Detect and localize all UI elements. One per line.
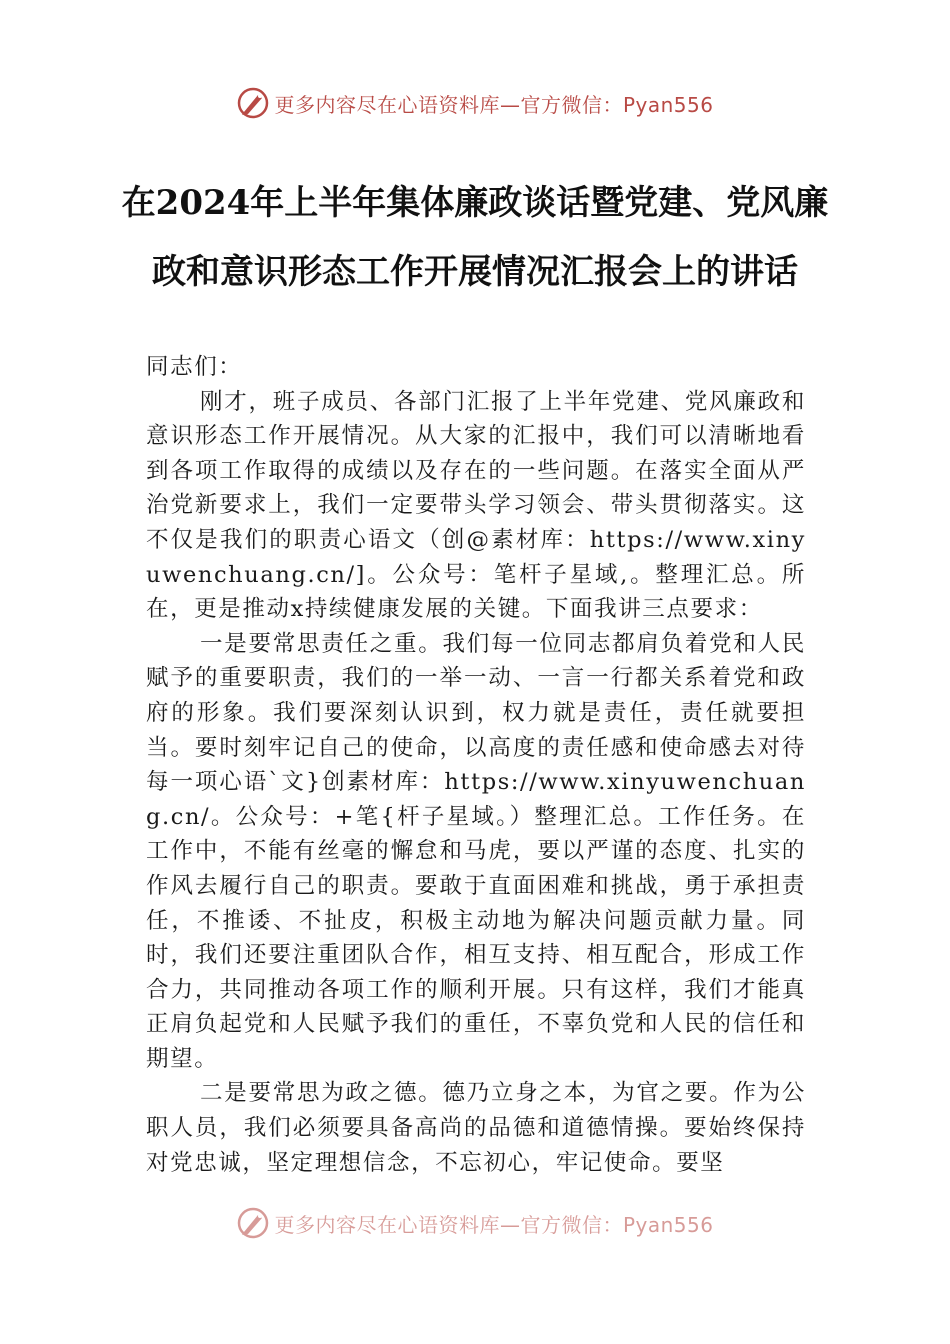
paragraph-point-one: 一是要常思责任之重。我们每一位同志都肩负着党和人民赋予的重要职责，我们的一举一动、一言一行都关系着党和政府的形象。我们要深刻认识到，权力就是责任，责任就要担当。要时刻牢记自己的使命，以高度的责任感和使命感去对待每一项心语`文}创素材库：https://www.xinyuwenchuang.cn/。公众号：+笔{杆子星域。）整理汇总。工作任务。在工作中，不能有丝毫的懈怠和马虎，要以严谨的态度、扎实的作风去履行自己的职责。要敢于直面困难和挑战，勇于承担责任，不推诿、不扯皮，积极主动地为解决问题贡献力量。同时，我们还要注重团队合作，相互支持、相互配合，形成工作合力，共同推动各项工作的顺利开展。只有这样，我们才能真正肩负起党和人民赋予我们的重任，不辜负党和人民的信任和期望。 bbox=[146, 630, 806, 1072]
pen-nib-logo-icon bbox=[236, 86, 270, 120]
header-banner-text: 更多内容尽在心语资料库—官方微信：Pyan556 bbox=[274, 92, 714, 117]
document-body bbox=[146, 350, 806, 1180]
pen-nib-logo-icon bbox=[236, 1206, 270, 1240]
paragraph-point-two: 二是要常思为政之德。德乃立身之本，为官之要。作为公职人员，我们必须要具备高尚的品德和道德情操。要始终保持对党忠诚，坚定理想信念，不忘初心，牢记使命。要坚 bbox=[146, 1080, 806, 1176]
document-title: 在2024年上半年集体廉政谈话暨党建、党风廉政和意识形态工作开展情况汇报会上的讲话 bbox=[121, 182, 829, 292]
footer-banner-text: 更多内容尽在心语资料库—官方微信：Pyan556 bbox=[274, 1212, 714, 1237]
paragraph-intro: 刚才，班子成员、各部门汇报了上半年党建、党风廉政和意识形态工作开展情况。从大家的汇报中，我们可以清晰地看到各项工作取得的成绩以及存在的一些问题。在落实全面从严治党新要求上，我们一定要带头学习领会、带头贯彻落实。这不仅是我们的职责心语文（创@素材库：https://www.xinyuwenchuang.cn/]。公众号：笔杆子星域,。整理汇总。所在，更是推动x持续健康发展的关键。下面我讲三点要求： bbox=[146, 388, 806, 623]
salutation: 同志们： bbox=[146, 354, 243, 380]
header-watermark-banner bbox=[0, 86, 950, 120]
footer-watermark-banner bbox=[0, 1206, 950, 1240]
